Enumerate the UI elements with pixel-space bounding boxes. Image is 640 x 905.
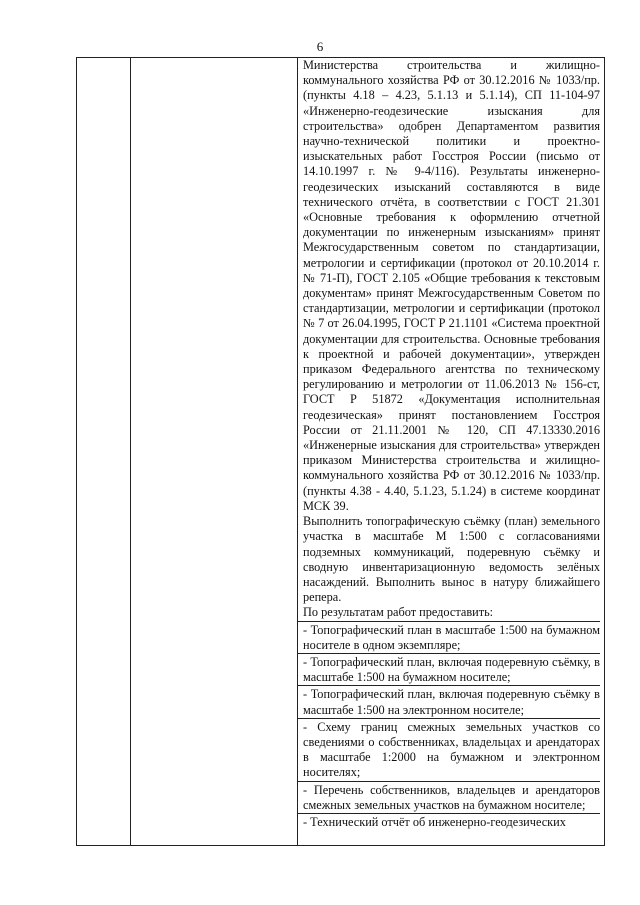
list-item: - Топографический план, включая подеревную съёмку, в масштабе 1:500 на бумажном носителе; <box>297 653 600 685</box>
paragraph-deliverables-heading: По результатам работ предоставить: <box>303 605 494 620</box>
page-number: 6 <box>316 39 324 54</box>
paragraph-standards: Министерства строительства и жилищно-коммунального хозяйства РФ от 30.12.2016 № 1033/пр. (пункты 4.18 – 4.23, 5.1.13 и 5.1.14), СП 11-104-97 «Инженерно-геодезические изыскания для строительства» одобрен Департаментом развития научно-технической политики и проектно-изыскательных работ Госстроя России (письмо от 14.10.1997 г. № 9-4/116). Результаты инженерно-геодезических изысканий составляются в виде технического отчёта, в соответствии с ГОСТ 21.301 «Основные требования к оформлению отчетной документации по инженерным изысканиям» принят Межгосударственным советом по стандартизации, метрологии и сертификации (протокол от 20.10.2014 г. № 71-П), ГОСТ 2.105 «Общие требования к текстовым документам» принят Межгосударственным Советом по стандартизации, метрологии и сертификации (протокол № 7 от 26.04.1995, ГОСТ Р 21.1101 «Система проектной документации для строительства. Основные требования к проектной и рабочей документации», утвержден приказом Федерального агентства по техническому регулированию и метрологии от 11.06.2013 № 156-ст, ГОСТ Р 51872 «Документация исполнительная геодезическая» принят постановлением Госстроя России от 21.11.2001 № 120, СП 47.13330.2016 «Инженерные изыскания для строительства» утвержден приказом Министерства строительства и жилищно-коммунального хозяйства РФ от 30.12.2016 № 1033/пр. (пункты 4.38 - 4.40, 5.1.23, 5.1.24) в системе координат МСК 39. <box>303 58 600 513</box>
requirements-table <box>76 57 605 846</box>
column-divider <box>130 58 131 845</box>
list-item: - Топографический план в масштабе 1:500 на бумажном носителе в одном экземпляре; <box>297 621 600 653</box>
list-item: - Схему границ смежных земельных участков со сведениями о собственниках, владельцах и арендаторах в масштабе 1:2000 на бумажном и электронном носителях; <box>297 718 600 781</box>
paragraph-survey-task: Выполнить топографическую съёмку (план) земельного участка в масштабе М 1:500 с согласованиями подземных коммуникаций, подеревную съёмку и сводную инвентаризационную ведомость зелёных насаждений. Выполнить вынос в натуру ближайшего репера. <box>303 514 600 605</box>
list-item: - Перечень собственников, владельцев и арендаторов смежных земельных участков на бумажном носителе; <box>297 781 600 813</box>
list-item: - Технический отчёт об инженерно-геодезических <box>297 813 600 830</box>
table-cell-content <box>303 58 600 830</box>
list-item: - Топографический план, включая подеревную съёмку в масштабе 1:500 на электронном носителе; <box>297 685 600 717</box>
